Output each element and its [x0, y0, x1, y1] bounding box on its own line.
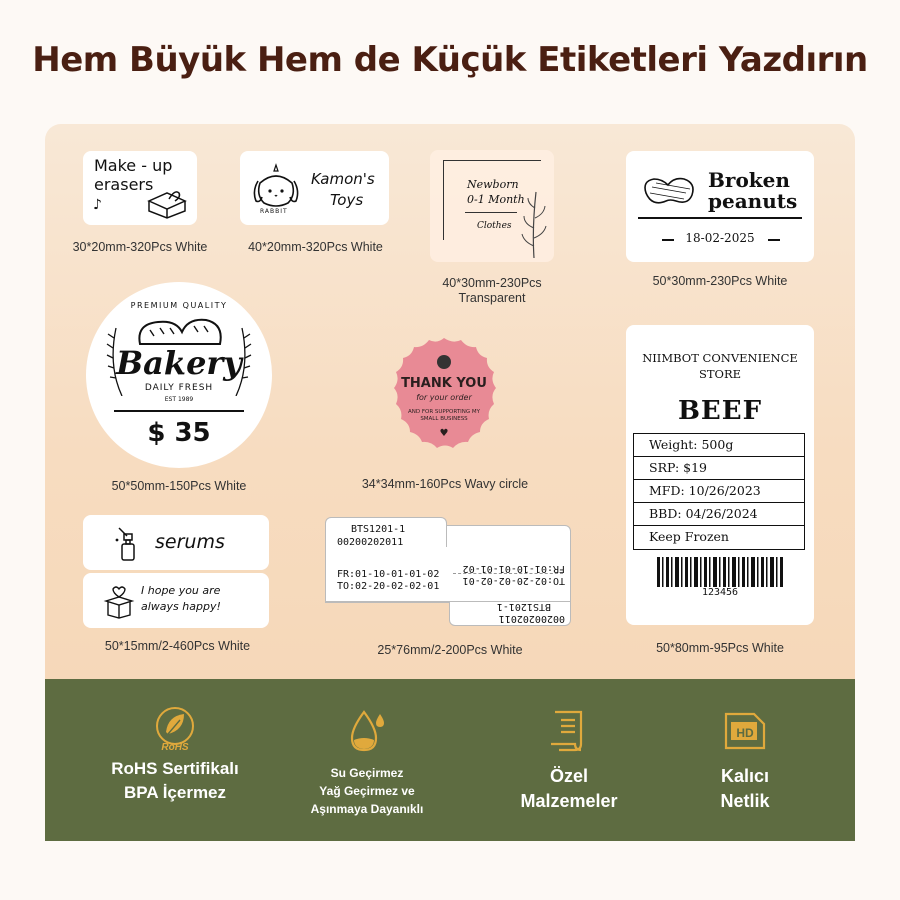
bread-icon: [136, 314, 224, 348]
peanuts-line1: Broken: [708, 168, 790, 192]
label-cable-tag: [325, 517, 571, 626]
feature-hd: [650, 708, 840, 812]
serums-line1: I hope you are: [141, 584, 221, 597]
peanuts-date-dash-right: [768, 239, 780, 241]
caption-bakery: 50*50mm-150Pcs White: [111, 479, 247, 493]
wheat-left-icon: [104, 326, 126, 396]
wheat-right-icon: [232, 326, 254, 396]
beef-store2: STORE: [698, 367, 742, 381]
wipes-box-icon: [145, 187, 189, 219]
page-title: Hem Büyük Hem de Küçük Etiketleri Yazdırın: [32, 40, 868, 80]
beef-store1: NIIMBOT CONVENIENCE: [642, 351, 798, 365]
beef-barcode-number: 123456: [701, 587, 739, 598]
caption-peanuts: 50*30mm-230Pcs White: [652, 274, 788, 288]
cable-a1-rot: BTS1201-1: [496, 601, 551, 612]
cable-b1: FR:01-10-01-01-02: [337, 569, 440, 580]
dropper-bottle-icon: [113, 524, 143, 562]
bakery-est: EST 1989: [164, 396, 194, 403]
thankyou-line3: AND FOR SUPPORTING MY: [407, 409, 481, 415]
music-note-icon: ♪: [93, 197, 102, 213]
caption-makeup: 30*20mm-320Pcs White: [72, 240, 208, 254]
cable-dash-rule: [453, 573, 563, 574]
bakery-rule: [114, 410, 244, 412]
kamon-line2: Toys: [330, 191, 364, 209]
peanuts-date: 18-02-2025: [685, 231, 755, 245]
material-line1: Özel: [549, 766, 588, 786]
gift-box-icon: [103, 583, 135, 619]
beef-row: MFD: 10/26/2023: [634, 480, 804, 503]
makeup-line1: Make - up: [94, 156, 173, 175]
rabbit-tag: RABBIT: [260, 208, 288, 215]
label-broken-peanuts: [626, 151, 814, 262]
hd-line2: Netlik: [720, 791, 770, 811]
serums-word: serums: [155, 531, 225, 553]
label-serums-bottom: [83, 573, 269, 628]
cable-rotated-block: [449, 554, 571, 624]
caption-beef: 50*80mm-95Pcs White: [656, 641, 784, 655]
water-line1: Su Geçirmez: [330, 766, 404, 780]
rohs-line1: RoHS Sertifikalı: [111, 759, 239, 778]
rohs-badge: RoHS: [161, 742, 189, 753]
caption-thankyou: 34*34mm-160Pcs Wavy circle: [361, 477, 529, 491]
kamon-line1: Kamon's: [311, 170, 375, 188]
caption-newborn-1: 40*30mm-230Pcs: [442, 276, 542, 290]
label-kamons-toys: [240, 151, 389, 225]
bakery-price: $ 35: [147, 418, 211, 448]
beef-row: Weight: 500g: [634, 434, 804, 457]
label-serums-top: [83, 515, 269, 570]
thankyou-line2: for your order: [416, 393, 472, 402]
feature-water: [272, 706, 462, 816]
cable-strip-bottom-left: [325, 602, 449, 603]
barcode-icon: [657, 557, 783, 587]
thankyou-line1: THANK YOU: [401, 376, 487, 391]
cable-b2-rot: TO:02-20-02-02-01: [462, 575, 565, 586]
cable-a2: 00200202011: [337, 537, 404, 548]
thankyou-logo: [437, 355, 451, 369]
material-line2: Malzemeler: [520, 791, 618, 811]
newborn-divider: [465, 212, 517, 213]
feature-material: [474, 708, 664, 812]
beef-row: Keep Frozen: [649, 529, 729, 544]
label-bakery: [86, 282, 272, 468]
peanuts-line2: peanuts: [708, 189, 798, 213]
cable-a1: BTS1201-1: [351, 524, 406, 535]
beef-row: SRP: $19: [634, 457, 804, 480]
beef-row: BBD: 04/26/2024: [634, 503, 804, 526]
hd-line1: Kalıcı: [720, 766, 770, 786]
caption-cable: 25*76mm/2-200Pcs White: [377, 643, 523, 657]
label-newborn: [430, 150, 554, 262]
plant-icon: [518, 188, 550, 258]
water-line2: Yağ Geçirmez ve: [319, 784, 415, 798]
label-makeup-erasers: [83, 151, 197, 225]
cable-b1-rot: FR:01-10-01-01-02: [462, 563, 565, 574]
water-drop-icon: [342, 706, 392, 754]
cable-b2: TO:02-20-02-02-01: [337, 581, 440, 592]
heart-icon: ♥: [439, 428, 449, 439]
document-icon: [547, 708, 591, 752]
bakery-name: Bakery: [116, 344, 242, 382]
caption-kamon: 40*20mm-320Pcs White: [248, 240, 383, 254]
hd-badge: HD: [736, 726, 754, 740]
beef-info-table: [633, 433, 805, 550]
bakery-sub: DAILY FRESH: [144, 383, 214, 393]
caption-newborn-2: Transparent: [458, 291, 526, 305]
peanuts-rule: [638, 217, 802, 219]
thankyou-line4: SMALL BUSINESS: [420, 416, 468, 422]
cable-a2-rot: 00200202011: [498, 613, 565, 624]
water-line3: Aşınmaya Dayanıklı: [310, 802, 424, 816]
feature-rohs: [80, 706, 270, 803]
caption-serums: 50*15mm/2-460Pcs White: [104, 639, 251, 653]
makeup-line2: erasers: [94, 175, 154, 194]
peanut-icon: [640, 171, 698, 209]
beef-name: BEEF: [677, 396, 763, 426]
bakery-top: PREMIUM QUALITY: [130, 301, 228, 310]
rohs-line2: BPA İçermez: [123, 783, 227, 802]
newborn-line3: Clothes: [477, 221, 512, 231]
serums-line2: always happy!: [141, 600, 221, 613]
newborn-line1: Newborn: [467, 178, 519, 191]
newborn-line2: 0-1 Month: [467, 193, 525, 206]
